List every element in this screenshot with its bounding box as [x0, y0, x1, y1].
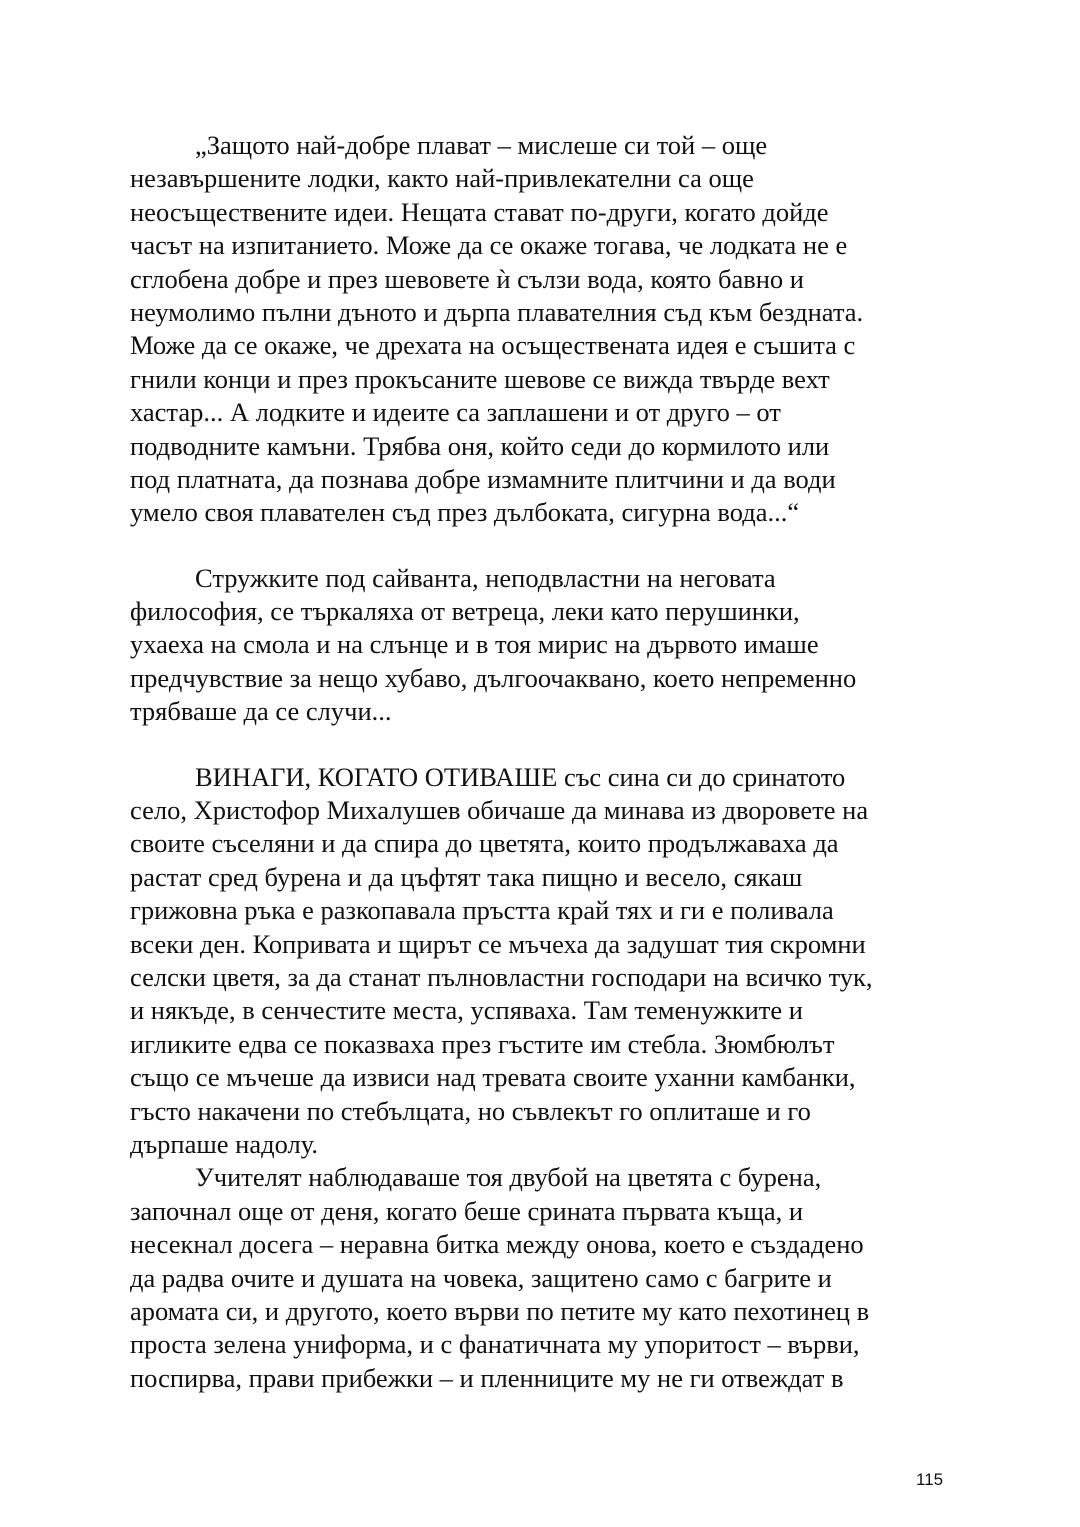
text-line: „Защото най-добре плават – мислеше си той – още — [195, 130, 768, 160]
paragraph — [130, 1161, 960, 1395]
text-line: гъсто накачени по стебълцата, но съвлекът го оплиташе и го — [130, 1095, 811, 1126]
text-line: да радва очите и душата на човека, защитено само с багрите и — [130, 1262, 832, 1293]
text-line: сглобена добре и през шевовете ѝ сълзи вода, която бавно и — [130, 263, 804, 294]
paragraph — [130, 129, 960, 530]
text-line: незавършените лодки, както най-привлекателни са още — [130, 163, 754, 194]
text-line: дърпаше надолу. — [130, 1128, 318, 1159]
page-number: 115 — [916, 1470, 944, 1489]
text-line: Може да се окаже, че дрехата на осъществената идея е съшита с — [130, 330, 856, 361]
text-line: селски цветя, за да станат пълновластни господари на всичко тук, — [130, 961, 873, 992]
text-line: под платната, да познава добре измамните плитчини и да води — [130, 463, 836, 494]
text-line: гнили конци и през прокъсаните шевове се вижда твърде вехт — [130, 363, 830, 394]
text-line: ВИНАГИ, КОГАТО ОТИВАШЕ със сина си до сринатото — [195, 761, 846, 792]
text-line: и някъде, в сенчестите места, успяваха. Там теменужките и — [130, 995, 803, 1026]
paragraph-gap — [130, 729, 960, 761]
text-line: своите съселяни и да спира до цветята, които продължаваха да — [130, 828, 839, 859]
text-line: Стружките под сайванта, неподвластни на неговата — [195, 562, 776, 593]
text-line: подводните камъни. Трябва оня, който седи до кормилото или — [130, 430, 830, 461]
text-line: неумолимо пълни дъното и дърпа плавателния съд към бездната. — [130, 296, 864, 327]
text-line: проста зелена униформа, и с фанатичната му упоритост – върви, — [130, 1329, 860, 1360]
text-line: часът на изпитанието. Може да се окаже тогава, че лодката не е — [130, 230, 848, 261]
paragraph — [130, 761, 960, 1162]
text-line: грижовна ръка е разкопавала пръстта край тях и ги е поливала — [130, 895, 834, 926]
paragraph-gap — [130, 530, 960, 562]
text-line: поспирва, прави прибежки – и пленниците му не ги отвеждат в — [130, 1362, 844, 1393]
text-line: растат сред бурена и да цъфтят така пищно и весело, сякаш — [130, 861, 803, 892]
text-line: неосъществените идеи. Нещата стават по-други, когато дойде — [130, 196, 829, 227]
text-line: хастар... А лодките и идеите са заплашени и от друго – от — [130, 397, 781, 428]
text-line: ухаеха на смола и на слънце и в тоя мирис на дървото имаше — [130, 629, 819, 660]
text-line: умело своя плавателен съд през дълбоката, сигурна вода...“ — [130, 497, 800, 528]
text-line: започнал още от деня, когато беше срината първата къща, и — [130, 1195, 804, 1226]
text-line: предчувствие за нещо хубаво, дългоочаквано, което непременно — [130, 662, 857, 693]
text-line: несекнал досега – неравна битка между онова, което е създадено — [130, 1229, 864, 1260]
text-line: игликите едва се показваха през гъстите им стебла. Зюмбюлът — [130, 1028, 835, 1059]
text-line: философия, се търкаляха от ветреца, леки като перушинки, — [130, 596, 800, 627]
text-line: всеки ден. Копривата и щирът се мъчеха да задушат тия скромни — [130, 928, 866, 959]
text-line: Учителят наблюдаваше тоя двубой на цветята с бурена, — [195, 1162, 822, 1193]
text-line: село, Христофор Михалушев обичаше да минава из дворовете на — [130, 795, 869, 826]
text-line: аромата си, и другото, което върви по петите му като пехотинец в — [130, 1295, 870, 1326]
text-line: трябваше да се случи... — [130, 696, 392, 727]
body-text — [130, 129, 960, 1395]
text-line: също се мъчеше да извиси над тревата своите уханни камбанки, — [130, 1062, 856, 1093]
paragraph — [130, 562, 960, 729]
